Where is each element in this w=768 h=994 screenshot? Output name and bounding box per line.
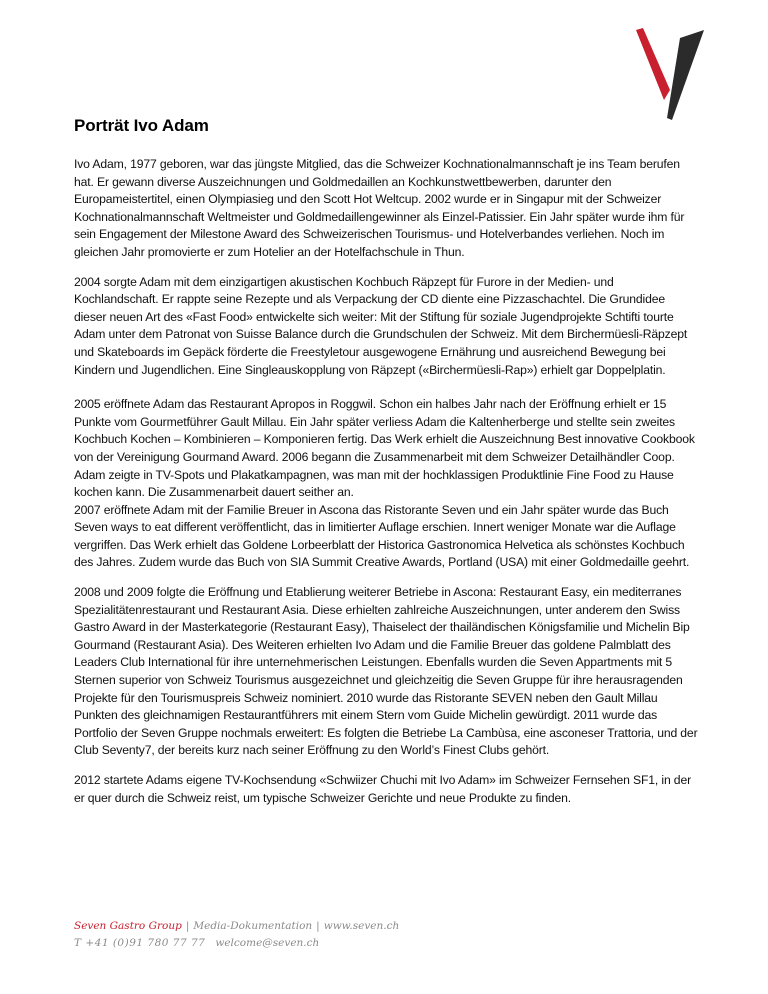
footer-separator: |	[185, 920, 190, 932]
logo-dark-stroke	[667, 30, 704, 120]
footer-brand: Seven Gastro Group	[74, 920, 182, 932]
paragraph-seven-ascona: 2007 eröffnete Adam mit der Familie Breuer in Ascona das Ristorante Seven und ein Jahr später wurde das Buch Seven ways to eat different veröffentlicht, das in limitierter Auflage erschien. Innert weniger Monate war die Auflage vergriffen. Das Werk erhielt das Goldene Lorbeerblatt der Historica Gastronomica Helvetica als schönstes Kochbuch des Jahres. Zudem wurde das Buch von SIA Summit Creative Awards, Portland (USA) mit einer Goldmedaille geehrt.	[74, 502, 690, 570]
logo-red-stroke	[636, 28, 670, 100]
footer	[74, 918, 574, 952]
paragraph-expansion: 2008 und 2009 folgte die Eröffnung und Etablierung weiterer Betriebe in Ascona: Restaurant Easy, ein mediterranes Spezialitätenrestaurant und Restaurant Asia. Diese erhielten zahlreiche Auszeichnungen, unter anderem den Swiss Gastro Award in der Masterkategorie (Restaurant Easy), Thaiselect der thailändischen Königsfamilie und Michelin Bip Gourmand (Restaurant Asia). Des Weiteren erhielten Ivo Adam und die Familie Breuer das goldene Palmblatt des Leaders Club International für ihre unternehmerischen Leistungen. Ebenfalls wurden die Seven Appartments mit 5 Sternen superior von Schweiz Tourismus ausgezeichnet und gleichzeitig die Seven Gruppe für ihre herausragenden Projekte für den Tourismuspreis Schweiz nominiert. 2010 wurde das Ristorante SEVEN neben den Gault Millau Punkten des gleichnamigen Restaurantführers mit einem Stern vom Guide Michelin gewürdigt. 2011 wurde das Portfolio der Seven Gruppe nochmals erweitert: Es folgten die Betriebe La Cambùsa, eine asconeser Trattoria, und der Club Seventy7, der bereits kurz nach seiner Eröffnung zu den World’s Finest Clubs gehört.	[74, 585, 698, 758]
paragraph-raepzept: 2004 sorgte Adam mit dem einzigartigen akustischen Kochbuch Räpzept für Furore in der Medien- und Kochlandschaft. Er rappte seine Rezepte und als Verpackung der CD diente eine Pizzaschachtel. Die Grundidee dieser neuen Art des «Fast Food» entwickelte sich weiter: Mit der Stiftung für soziale Jugendprojekte Schtifti tourte Adam unter dem Patronat von Suisse Balance durch die Grundschulen der Schweiz. Mit dem Birchermüesli-Räpzept und Skateboards im Gepäck förderte die Freestyletour ausgewogene Ernährung und ausreichend Bewegung bei Kindern und Jugendlichen. Eine Singleauskopplung von Räpzept («Birchermüesli-Rap») erhielt gar Doppelplatin.	[74, 274, 688, 377]
document-body	[74, 116, 700, 819]
footer-phone: T +41 (0)91 780 77 77	[74, 937, 206, 949]
footer-website-link[interactable]: www.seven.ch	[323, 920, 400, 932]
paragraph-apropos: 2005 eröffnete Adam das Restaurant Apropos in Roggwil. Schon ein halbes Jahr nach der Eröffnung erhielt er 15 Punkte vom Gourmetführer Gault Millau. Ein Jahr später verliess Adam die Kaltenherberge und stellte sein zweites Kochbuch Kochen – Kombinieren – Komponieren fertig. Das Werk erhielt die Auszeichnung Best innovative Cookbook von der Vereinigung Gourmand Award. 2006 begann die Zusammenarbeit mit dem Schweizer Detailhändler Coop. Adam zeigte in TV-Spots und Plakatkampagnen, was man mit der hochklassigen Produktlinie Fine Food zu Hause kochen kann. Die Zusammenarbeit dauert seither an.	[74, 397, 695, 500]
footer-line-1	[74, 918, 574, 935]
footer-email-link[interactable]: welcome@seven.ch	[215, 937, 320, 949]
paragraph-biography: Ivo Adam, 1977 geboren, war das jüngste Mitglied, das die Schweizer Kochnationalmannschaft je ins Team berufen hat. Er gewann diverse Auszeichnungen und Goldmedaillen an Kochkunstwettbewerben, darunter den Europameistertitel, einen Olympiasieg und den Scott Hot Weltcup. 2002 wurde er in Singapur mit der Schweizer Kochnationalmannschaft Weltmeister und Goldmedaillengewinner als Einzel-Patissier. Ein Jahr später wurde ihm für sein Engagement der Milestone Award des Schweizerischen Tourismus- und Hotelverbandes verliehen. Noch im gleichen Jahr promovierte er zum Hotelier an der Hotelfachschule in Thun.	[74, 157, 685, 259]
footer-separator: |	[316, 920, 320, 932]
footer-line-2	[74, 935, 574, 952]
footer-doc-label: Media-Dokumentation	[193, 920, 313, 932]
seven-logo-icon	[636, 28, 704, 120]
paragraph-tv-show: 2012 startete Adams eigene TV-Kochsendung «Schwiizer Chuchi mit Ivo Adam» im Schweizer Fernsehen SF1, in der er quer durch die Schweiz reist, um typische Schweizer Gerichte und neue Produkte zu finden.	[74, 773, 691, 805]
page-title: Porträt Ivo Adam	[74, 116, 209, 135]
